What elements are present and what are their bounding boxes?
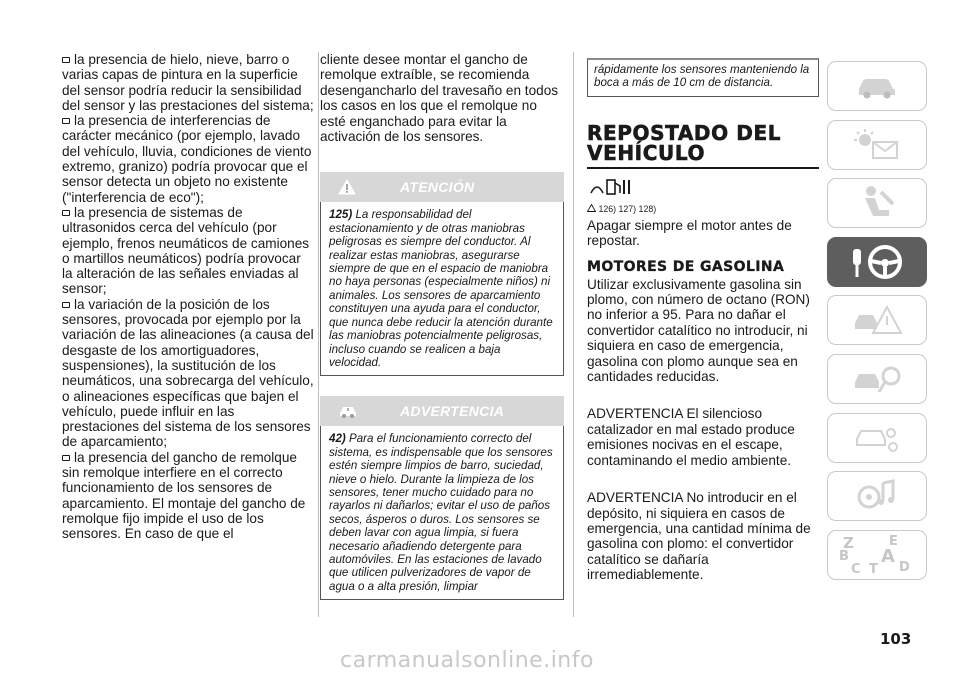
heading-rule (587, 167, 819, 169)
page-number: 103 (880, 630, 912, 648)
tab-car[interactable] (827, 61, 927, 111)
bullet-marker-icon (62, 302, 70, 308)
column-1 (62, 52, 314, 542)
column-divider (573, 52, 574, 617)
bullet-paragraph: la presencia de interferencias de carácter mecánico (por ejemplo, lavado del vehículo, lluvia, condiciones de viento extremo, granizo) podría provocar que el sensor detecta un objeto no existente ("interferencia de eco"); (62, 113, 312, 205)
tab-index[interactable] (827, 530, 927, 580)
attention-title: ATENCIÓN (400, 179, 475, 196)
fuel-icon (589, 177, 819, 204)
section-heading: REPOSTADO DEL VEHÍCULO (587, 120, 782, 165)
intro-paragraph: cliente desee montar el gancho de remolque extraíble, se recomienda desengancharlo del travesaño en todos los casos en los que el remolque no esté enganchado para evitar la activación de los sensores. (320, 52, 559, 145)
index-letter: E (889, 533, 898, 549)
sun-envelope-icon (851, 128, 903, 162)
paragraph: Utilizar exclusivamente gasolina sin plomo, con número de octano (RON) no inferior a 95. Para no dañar el convertidor catalítico no introducir, ni siquiera en caso de emergencia, gasolina con plomo aunque sea en cantidades reducidas. (587, 276, 810, 385)
tab-multimedia[interactable] (827, 471, 927, 521)
warning-box (320, 396, 564, 600)
watermark: carmanualsonline.info (340, 648, 594, 673)
index-letter: D (899, 559, 910, 575)
multimedia-icon (851, 477, 903, 515)
car-icon (855, 73, 899, 99)
index-letters-icon (837, 532, 917, 578)
index-letter: B (839, 548, 849, 564)
warning-car-icon (851, 303, 903, 337)
seat-airbag-icon (855, 184, 899, 222)
attention-header (320, 172, 564, 202)
car-service-icon (851, 362, 903, 396)
index-letter: A (881, 545, 895, 567)
index-letter: C (851, 561, 861, 577)
attention-box (320, 172, 564, 376)
reference-numbers: 126) 127) 128) (598, 203, 657, 214)
references (587, 204, 819, 214)
bullet-marker-icon (62, 118, 70, 124)
paragraph: ADVERTENCIA El silencioso catalizador en mal estado produce emisiones nocivas en el escape, contaminando el medio ambiente. (587, 406, 795, 468)
index-letter: T (869, 561, 878, 577)
paragraph: ADVERTENCIA No introducir en el depósito, ni siquiera en casos de emergencia, una cantidad mínima de gasolina con plomo: el convertidor catalítico se dañaría irremediablemente. (587, 490, 811, 583)
subheading: MOTORES DE GASOLINA (587, 258, 785, 275)
index-letter: Z (843, 533, 854, 552)
warning-title: ADVERTENCIA (400, 403, 505, 420)
continued-note: rápidamente los sensores manteniendo la boca a más de 10 cm de distancia. (587, 58, 819, 97)
tab-technical-data[interactable] (827, 413, 927, 463)
chapter-tabs (827, 61, 927, 588)
paragraph: Apagar siempre el motor antes de repostar. (587, 217, 792, 249)
attention-number: 125) (329, 208, 353, 222)
column-divider (318, 52, 319, 617)
bullet-paragraph: la presencia de hielo, nieve, barro o varias capas de pintura en la superficie del sensor podría reducir la sensibilidad del sensor y las prestaciones del sistema; (62, 52, 314, 113)
bullet-paragraph: la presencia del gancho de remolque sin remolque interfiere en el correcto funcionamiento de los sensores de aparcamiento. El montaje del gancho de remolque fijo impide el uso de los sensores. En caso de que el (62, 449, 306, 542)
warning-triangle-icon (338, 179, 356, 200)
bullet-marker-icon (62, 57, 70, 63)
bullet-paragraph: la variación de la posición de los sensores, provocada por ejemplo por la variación de las alineaciones (a causa del desgaste de los amortiguadores, suspensiones), la sustitución de los neumáticos, una sobrecarga del vehículo, o alineaciones específicas que bajen el vehículo, puede influir en las prestaciones del sistema de los sensores de aparcamiento; (62, 296, 314, 450)
bullet-marker-icon (62, 210, 70, 216)
tab-driving[interactable] (827, 237, 927, 287)
attention-text: La responsabilidad del estacionamiento y de otras maniobras peligrosas es siempre del conductor. Al realizar estas maniobras, asegurarse siempre de que en el espacio de maniobra no haya personas (especialmente niños) ni animales. Los sensores de aparcamiento constituyen una ayuda para el conductor, que nunca debe reducir la atención durante las maniobras potencialmente peligrosas, incluso cuando se realicen a baja velocidad. (329, 208, 553, 369)
tab-safety[interactable] (827, 178, 927, 228)
column-2 (320, 52, 564, 600)
column-3 (587, 58, 819, 583)
bullet-paragraph: la presencia de sistemas de ultrasonidos cerca del vehículo (por ejemplo, frenos neumáticos de camiones o martillos neumáticos) podría provocar la alteración de las señales enviadas al sensor; (62, 204, 310, 297)
warning-triangle-icon (587, 204, 596, 214)
warning-body (320, 426, 564, 600)
tab-emergency[interactable] (827, 295, 927, 345)
key-steering-wheel-icon (849, 243, 905, 281)
warning-header (320, 396, 564, 426)
car-warning-icon (338, 403, 358, 424)
car-data-icon (851, 421, 903, 455)
tab-maintenance[interactable] (827, 354, 927, 404)
bullet-marker-icon (62, 455, 70, 461)
tab-lights[interactable] (827, 120, 927, 170)
attention-body (320, 202, 564, 376)
warning-number: 42) (329, 432, 346, 446)
warning-text: Para el funcionamiento correcto del sistema, es indispensable que los sensores estén siempre limpios de barro, suciedad, nieve o hielo. Durante la limpieza de los sensores, tener mucho cuidado para no rayarlos ni dañarlos; evitar el uso de paños secos, ásperos o duros. Los sensores se deben lavar con agua limpia, si fuera necesario añadiendo detergente para automóviles. En las estaciones de lavado que utilicen pulverizadores de vapor de agua o a alta presión, limpiar (329, 432, 553, 593)
